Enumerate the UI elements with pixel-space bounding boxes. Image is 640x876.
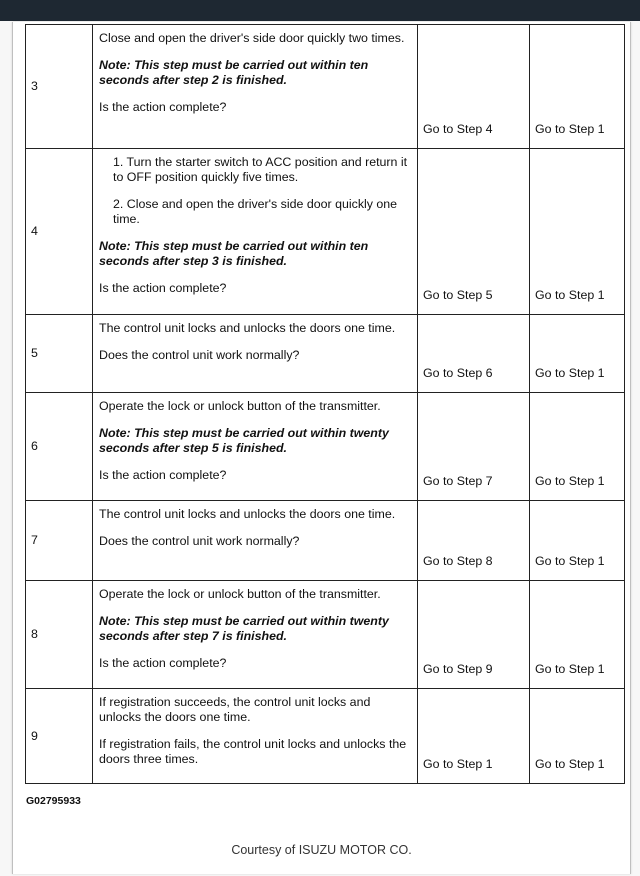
step-text: If registration fails, the control unit locks and unlocks the doors three times. (99, 737, 407, 766)
step-number: 3 (26, 25, 93, 149)
step-question: Does the control unit work normally? (99, 534, 300, 548)
step-question: Is the action complete? (99, 281, 227, 295)
document-page (12, 22, 631, 874)
no-result: Go to Step 1 (530, 149, 625, 315)
step-description (93, 149, 418, 315)
no-result: Go to Step 1 (530, 393, 625, 501)
step-text: 2. Close and open the driver's side door quickly one time. (113, 197, 398, 226)
steps-table-body (26, 25, 625, 784)
no-result: Go to Step 1 (530, 315, 625, 393)
yes-result: Go to Step 4 (418, 25, 530, 149)
table-row (26, 25, 625, 149)
yes-result: Go to Step 6 (418, 315, 530, 393)
yes-result: Go to Step 7 (418, 393, 530, 501)
step-text: Close and open the driver's side door quickly two times. (99, 31, 405, 45)
step-note: Note: This step must be carried out within ten seconds after step 2 is finished. (99, 58, 369, 87)
step-question: Is the action complete? (99, 468, 227, 482)
yes-result: Go to Step 9 (418, 581, 530, 689)
no-result: Go to Step 1 (530, 689, 625, 784)
step-number: 9 (26, 689, 93, 784)
step-note: Note: This step must be carried out within twenty seconds after step 5 is finished. (99, 426, 389, 455)
step-number: 8 (26, 581, 93, 689)
step-text: 1. Turn the starter switch to ACC position and return it to OFF position quickly five times. (113, 155, 408, 184)
step-note: Note: This step must be carried out within ten seconds after step 3 is finished. (99, 239, 369, 268)
step-question: Is the action complete? (99, 656, 227, 670)
courtesy-footer: Courtesy of ISUZU MOTOR CO. (231, 843, 412, 857)
yes-result: Go to Step 1 (418, 689, 530, 784)
table-row (26, 581, 625, 689)
yes-result: Go to Step 5 (418, 149, 530, 315)
step-number: 5 (26, 315, 93, 393)
viewer-top-bar (0, 0, 640, 21)
step-text: Operate the lock or unlock button of the transmitter. (99, 587, 381, 601)
yes-result: Go to Step 8 (418, 501, 530, 581)
table-row (26, 689, 625, 784)
step-number: 7 (26, 501, 93, 581)
step-description (93, 25, 418, 149)
step-text: The control unit locks and unlocks the doors one time. (99, 321, 396, 335)
step-number: 4 (26, 149, 93, 315)
step-description (93, 393, 418, 501)
step-description (93, 315, 418, 393)
step-description (93, 581, 418, 689)
step-text: If registration succeeds, the control unit locks and unlocks the doors one time. (99, 695, 371, 724)
no-result: Go to Step 1 (530, 25, 625, 149)
no-result: Go to Step 1 (530, 581, 625, 689)
table-row (26, 315, 625, 393)
figure-id: G02795933 (26, 795, 81, 807)
step-text: Operate the lock or unlock button of the transmitter. (99, 399, 381, 413)
diagnostic-steps-table (25, 24, 625, 784)
table-row (26, 393, 625, 501)
step-text: The control unit locks and unlocks the doors one time. (99, 507, 396, 521)
step-question: Is the action complete? (99, 100, 227, 114)
no-result: Go to Step 1 (530, 501, 625, 581)
table-row (26, 149, 625, 315)
step-description (93, 689, 418, 784)
step-note: Note: This step must be carried out within twenty seconds after step 7 is finished. (99, 614, 389, 643)
step-number: 6 (26, 393, 93, 501)
step-description (93, 501, 418, 581)
step-question: Does the control unit work normally? (99, 348, 300, 362)
table-row (26, 501, 625, 581)
